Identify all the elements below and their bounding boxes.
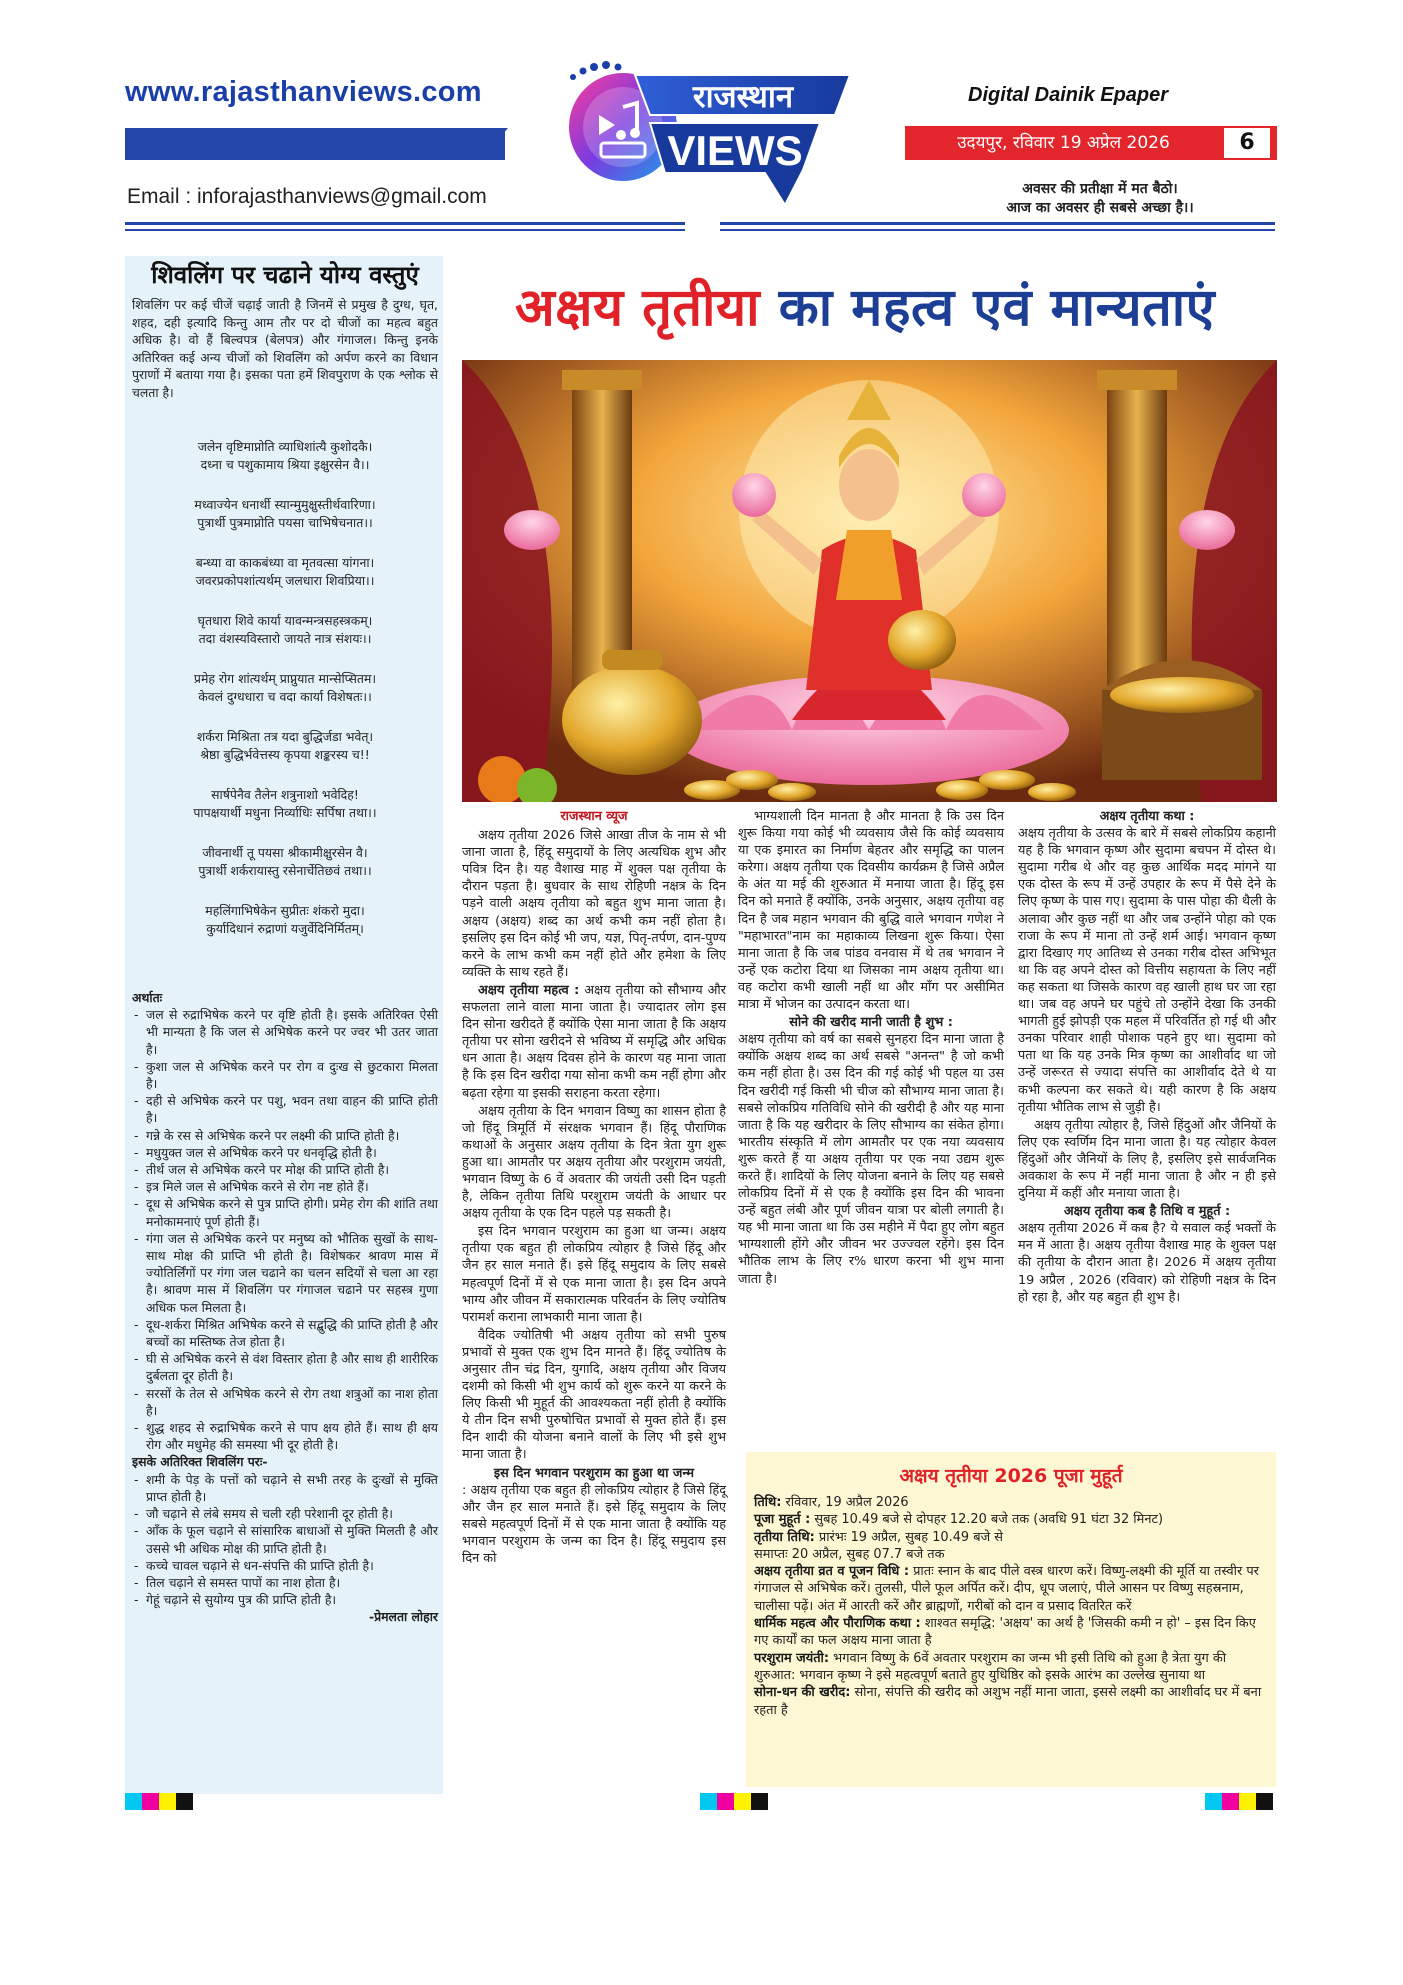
- paragraph-text: वैदिक ज्योतिषी भी अक्षय तृतीया को सभी पुरुष प्रभावों से मुक्त एक शुभ दिन मानते हैं। हिंदू ज्योतिष के अनुसार तीन चंद्र दिन, युगादि, अक्षय तृतीया और विजय दशमी को किसी भी शुभ कार्य को शुरू करने या करने के लिए किसी भी मुहूर्त की आवश्यकता नहीं होती है क्योंकि ये तीन दिन सभी पुरुषोचित प्रभावों से मुक्त होते हैं। इस दिन शादी की योजना बनाने वालों के लिए भी इसे शुभ माना जाता है।: [462, 1327, 726, 1463]
- rajasthan-views-logo: [565, 55, 865, 235]
- sloka-line: महलिंगाभिषेकेन सुप्रीतः शंकरो मुदा।: [205, 903, 365, 918]
- muhurat-row: [754, 1615, 1270, 1650]
- paragraph-text: अक्षय तृतीया 2026 में कब है? ये सवाल कई भक्तों के मन में आता है। अक्षय तृतीया वैशाख माह के शुक्ल पक्ष की तृतीया के दौरान आता है। 2026 में अक्षय तृतीया 19 अप्रैल , 2026 (रविवार) को रोहिणी नक्षत्र के दिन हो रहा है, और यह बहुत ही शुभ है।: [1018, 1221, 1276, 1305]
- article-column-2: [738, 808, 1004, 1289]
- article-byline: राजस्थान व्यूज: [560, 809, 628, 824]
- logo-text-views: VIEWS: [667, 127, 803, 174]
- muhurat-row: [754, 1650, 1270, 1685]
- headline-part-red: अक्षय तृतीया: [515, 278, 761, 338]
- muhurat-value: सोना, संपत्ति की खरीद को अशुभ नहीं माना जाता, इससे लक्ष्मी का आशीर्वाद घर में बना रहता है: [754, 1685, 1262, 1718]
- sloka-line: बन्ध्या वा काकबंध्या वा मृतवत्सा यांगना।: [195, 555, 375, 570]
- muhurat-key: पूजा मुहूर्त :: [754, 1512, 811, 1528]
- main-headline: [455, 270, 1275, 341]
- article-paragraph: [738, 808, 1004, 1013]
- muhurat-row: [754, 1684, 1270, 1719]
- muhurat-key: सोना-धन की खरीद:: [754, 1685, 851, 1701]
- registration-swatch-cyan: [700, 1793, 717, 1810]
- meaning-item: - गन्ने के रस से अभिषेक करने पर लक्ष्मी की प्राप्ति होती है।: [132, 1127, 438, 1144]
- paragraph-text: अक्षय तृतीया 2026 जिसे आखा तीज के नाम से भी जाना जाता है, हिंदू समुदायों के लिए अत्यधिक शुभ और पवित्र दिन है। यह वैशाख माह में शुक्ल पक्ष तृतीया के दौरान पड़ता है। बुधवार के साथ रोहिणी नक्षत्र के दिन पड़ने वाली अक्षय तृतीया को बहुत शुभ माना जाता है। अक्षय (अक्षय) शब्द का अर्थ कभी कम नहीं होता है। इसलिए इस दिन कोई भी जप, यज्ञ, पितृ-तर्पण, दान-पुण्य करने के लाभ कभी कम नहीं होते और हमेशा के लिए व्यक्ति के साथ रहते हैं।: [462, 828, 726, 980]
- sloka-verse: [132, 554, 438, 590]
- sloka-verse: [132, 496, 438, 532]
- sloka-line: पुत्रार्थी पुत्रमाप्नोति पयसा चाभिषेचनात।।: [197, 515, 373, 530]
- article-paragraph: [738, 1014, 1004, 1288]
- meaning-item: - कुशा जल से अभिषेक करने पर रोग व दुःख से छुटकारा मिलता है।: [132, 1058, 438, 1092]
- page-number: 6: [1222, 126, 1272, 160]
- extra-item: - जौ चढ़ाने से लंबे समय से चली रही परेशानी दूर होती है।: [132, 1505, 438, 1522]
- muhurat-value: भगवान विष्णु के 6वें अवतार परशुराम का जन्म भी इसी तिथि को हुआ है त्रेता युग की शुरुआत: भगवान कृष्ण ने इसे महत्वपूर्ण बताते हुए युधिष्ठिर को इसके आरंभ का उल्लेख सुनाया था: [754, 1650, 1227, 1683]
- registration-swatch-black: [751, 1793, 768, 1810]
- sloka-line: जीवनार्थी तू पयसा श्रीकामीक्षुरसेन वै।: [202, 845, 368, 860]
- muhurat-value: प्रारंभः 19 अप्रैल, सुबह 10.49 बजे से: [814, 1529, 1003, 1545]
- sidebar-intro: शिवलिंग पर कई चीजें चढ़ाई जाती है जिनमें से प्रमुख है दुग्ध, घृत, शहद, दही इत्यादि किन्तु आम तौर पर दो चीजों का महत्व बहुत अधिक है। वो हैं बिल्वपत्र (बेलपत्र) और गंगाजल। किन्तु इनके अतिरिक्त कई अन्य चीजों को शिवलिंग को अर्पण करने का विधान पुराणों में बताया गया है। इसका पता हमें शिवपुराण के एक श्लोक से चलता है।: [132, 297, 438, 400]
- headline-part-blue: का महत्व एवं मान्यताएं: [778, 278, 1215, 338]
- registration-swatch-yellow: [1239, 1793, 1256, 1810]
- sloka-line: जलेन वृष्टिमाप्नोति व्याधिशांत्यै कुशोदकै।: [197, 439, 373, 454]
- sloka-verse: [132, 728, 438, 764]
- meaning-heading: अर्थातः: [132, 990, 163, 1005]
- meaning-item: - घी से अभिषेक करने से वंश विस्तार होता है और साथ ही शारीरिक दुर्बलता दूर होती है।: [132, 1350, 438, 1384]
- article-paragraph: [462, 1223, 726, 1326]
- muhurat-row: [754, 1563, 1270, 1615]
- muhurat-value: सुबह 10.49 बजे से दोपहर 12.20 बजे तक (अवधि 91 घंटा 32 मिनट): [810, 1512, 1163, 1528]
- sloka-line: तदा वंशस्यविस्तारो जायते नात्र संशयः।।: [198, 631, 372, 646]
- paragraph-text: अक्षय तृतीया के उत्सव के बारे में सबसे लोकप्रिय कहानी यह है कि भगवान कृष्ण और सुदामा बचपन में दोस्त थे। सुदामा गरीब थे और वह कुछ आर्थिक मदद मांगने या एक दोस्त के रूप में उन्हें उपहार के रूप में पैसे देने के लिए कृष्ण के पास गए। सुदामा के पास पोहा की थैली के अलावा और कुछ नहीं था और जब उन्होंने पोहा को एक राजा के रूप में माना तो उन्हें शर्म आई। भगवान कृष्ण द्वारा दिखाए गए आतिथ्य से उनका गरीब दोस्त अभिभूत था कि वह अपने दोस्त को वित्तीय सहायता के लिए नहीं कह सकता था जिसके कारण वह खाली हाथ घर जा रहा था। जब वह अपने घर पहुंचे तो उन्होंने देखा कि उनकी भागती हुई झोपड़ी एक महल में परिवर्तित हो गई थी और उनका परिवार शाही पोशाक पहने हुए था। सुदामा को पता था कि यह उनके मित्र कृष्ण का आशीर्वाद था जो उन्हें जरूरत से ज्यादा संपत्ति का आशीर्वाद देते थे या कभी कल्पना कर सकते थे। यही कारण है कि अक्षय तृतीया भौतिक लाभ से जुड़ी है।: [1018, 826, 1276, 1115]
- registration-swatch-cyan: [125, 1793, 142, 1810]
- article-paragraph: [462, 1103, 726, 1223]
- quote-line-1: अवसर की प्रतीक्षा में मत बैठो।: [1022, 181, 1178, 197]
- paragraph-text: अक्षय तृतीया त्योहार है, जिसे हिंदुओं और जैनियों के लिए एक स्वर्णिम दिन माना जाता है। यह त्योहार केवल हिंदुओं और जैनियों के लिए है, इसलिए इसे सार्वजनिक अवकाश के रूप में नहीं माना जाता है और न ही इसे दुनिया में कहीं और मनाया जाता है।: [1018, 1117, 1276, 1202]
- extra-item: - आँक के फूल चढ़ाने से सांसारिक बाधाओं से मुक्ति मिलती है और उससे भी अधिक मोक्ष की प्राप्ति होती है।: [132, 1522, 438, 1556]
- paragraph-subheading: इस दिन भगवान परशुराम का हुआ था जन्म: [493, 1465, 695, 1481]
- sloka-line: प्रमेह रोग शांत्यर्थम् प्राप्नुयात मान्सेप्सितम।: [193, 671, 377, 686]
- muhurat-key: तृतीया तिथि:: [754, 1529, 815, 1545]
- paragraph-text: अक्षय तृतीया को सौभाग्य और सफलता लाने वाला माना जाता है। ज्यादातर लोग इस दिन सोना खरीदते हैं क्योंकि ऐसा माना जाता है कि अक्षय तृतीया पर सोना खरीदने से भविष्य में समृद्धि और अधिक धन आता है। अक्षय दिवस होने के कारण यह माना जाता है कि इस दिन खरीदा गया सोना कभी कम नहीं होगा और बढ़ता रहेगा या इसकी सराहना करता रहेगा।: [462, 982, 726, 1101]
- paragraph-text: अक्षय तृतीया के दिन भगवान विष्णु का शासन होता है जो हिंदू त्रिमूर्ति में संरक्षक भगवान हैं। हिंदू पौराणिक कथाओं के अनुसार अक्षय तृतीया के दिन त्रेता युग शुरू हुआ था। आमतौर पर अक्षय तृतीया और परशुराम जयंती, भगवान विष्णु के 6 वें अवतार की जयंती उसी दिन पड़ती है, लेकिन तृतीया तिथि परशुराम जयंती के आधार पर अक्षय तृतीया के एक दिन पहले पड़ सकती है।: [462, 1103, 726, 1222]
- muhurat-value: समाप्तः 20 अप्रैल, सुबह 07.7 बजे तक: [754, 1546, 945, 1562]
- paragraph-text: अक्षय तृतीया को वर्ष का सबसे सुनहरा दिन माना जाता है क्योंकि अक्षय शब्द का अर्थ सबसे "अनन्त" है जो कभी कम नहीं होता है। उस दिन की गई कोई भी पहल या उस दिन खरीदी गई किसी भी चीज को सौभाग्य माना जाता है। सबसे लोकप्रिय गतिविधि सोने की खरीदी है और यह माना जाता है कि यह खरीदार के लिए सौभाग्य का संकेत होगा। भारतीय संस्कृति में लोग आमतौर पर एक नया व्यवसाय शुरू करते हैं या अक्षय तृतीया पर एक नया उद्यम शुरू करते हैं। शादियों के लिए योजना बनाने के लिए यह सबसे लोकप्रिय दिनों में से एक है क्योंकि इस दिन की भावना उन्हें बहुत लंबी और पूर्ण जीवन यात्रा पर बोली लगाती है। यह भी माना जाता था कि उस महीने में पैदा हुए लोग बहुत भाग्यशाली होंगे और जीवन भर उज्ज्वल रहेंगे। इस दिन भौतिक लाभ के लिए र% धारण करना भी शुभ माना जाता है।: [738, 1032, 1004, 1287]
- muhurat-row: [754, 1546, 1270, 1563]
- sloka-line: घृतधारा शिवे कार्या यावन्मन्त्रसहस्त्रकम्।: [197, 613, 373, 628]
- meaning-item: - मधुयुक्त जल से अभिषेक करने पर धनवृद्धि होती है।: [132, 1144, 438, 1161]
- sloka-verse: [132, 786, 438, 822]
- article-paragraph: [1018, 808, 1276, 1116]
- sloka-verse: [132, 438, 438, 474]
- registration-swatch-yellow: [159, 1793, 176, 1810]
- meaning-item: - जल से रुद्राभिषेक करने पर वृष्टि होती है। इसके अतिरिक्त ऐसी भी मान्यता है कि जल से अभिषेक करने पर ज्वर भी उतर जाता है।: [132, 1006, 438, 1058]
- sloka-line: केवलं दुग्धधारा च वदा कार्या विशेषतः।।: [198, 689, 372, 704]
- goddess-lakshmi-illustration: [462, 360, 1277, 802]
- paragraph-text: भाग्यशाली दिन मानता है और मानता है कि उस दिन शुरू किया गया कोई भी व्यवसाय जैसे कि कोई व्यवसाय या एक इमारत का निर्माण बेहतर और समृद्धि का पालन करेगा। अक्षय तृतीया एक दिवसीय कार्यक्रम है जिसे अप्रैल के अंत या मई की शुरुआत में मनाया जाता है। हिंदू इस दिन को मनाते हैं क्योंकि, उनके अनुसार, अक्षय तृतीया वह दिन है जब महान भगवान की बुद्धि वाले भगवान गणेश ने "महाभारत"नाम का महाकाव्य लिखना शुरू किया। ऐसा माना जाता है कि जब पांडव वनवास में थे तब भगवान ने उन्हें एक कटोरा दिया था जिसका नाम अक्षय तृतीया था। वह कटोरा कभी खाली नहीं था और माँग पर असीमित मात्रा में भोजन का उत्पादन करता था।: [738, 809, 1004, 1013]
- muhurat-value: शाश्वत समृद्धि: 'अक्षय' का अर्थ है 'जिसकी कमी न हो' – इस दिन किए गए कार्यों का फल अक्षय माना जाता है: [754, 1616, 1256, 1649]
- meaning-item: - दूध-शर्करा मिश्रित अभिषेक करने से सद्बुद्धि की प्राप्ति होती है और बच्चों का मस्तिष्क तेज होता है।: [132, 1316, 438, 1350]
- sloka-line: कुर्यादिधानं रुद्राणां यजुर्वेदिनिर्मितम्।: [206, 921, 364, 936]
- sloka-line: सार्षपेनैव तैलेन शत्रुनाशो भवेदिह!: [211, 787, 359, 802]
- sloka-line: मध्वाज्येन धनार्थी स्यान्मुमुक्षुस्तीर्थवारिणा।: [194, 497, 376, 512]
- meaning-item: - सरसों के तेल से अभिषेक करने से रोग तथा शत्रुओं का नाश होता है।: [132, 1385, 438, 1419]
- meaning-item: - शुद्ध शहद से रुद्राभिषेक करने से पाप क्षय होते हैं। साथ ही क्षय रोग और मधुमेह की समस्या भी दूर होती है।: [132, 1419, 438, 1453]
- sloka-verse: [132, 844, 438, 880]
- registration-swatch-cyan: [1205, 1793, 1222, 1810]
- meaning-item: - गंगा जल से अभिषेक करने पर मनुष्य को भौतिक सुखों के साथ-साथ मोक्ष की प्राप्ति भी होती है। विशेषकर श्रावण मास में ज्योतिर्लिंगों पर गंगा जल चढाने का चलन सदियों से चला आ रहा है। श्रावण मास में शिवलिंग पर गंगाजल चढाने पर सहस्त्र गुणा अधिक फल मिलता है।: [132, 1230, 438, 1316]
- extra-item: - शमी के पेड़ के पत्तों को चढ़ाने से सभी तरह के दुःखों से मुक्ति प्राप्त होती है।: [132, 1471, 438, 1505]
- muhurat-details: [754, 1494, 1270, 1719]
- muhurat-key: तिथि:: [754, 1495, 782, 1510]
- sidebar-meaning-list: [132, 989, 438, 1626]
- article-paragraph: [462, 827, 726, 981]
- sloka-line: जवरप्रकोपशांत्यर्थम् जलधारा शिवप्रिया।।: [195, 573, 375, 588]
- epaper-label: Digital Dainik Epaper: [968, 84, 1169, 106]
- registration-swatch-black: [1256, 1793, 1273, 1810]
- muhurat-key: परशुराम जयंती:: [754, 1650, 830, 1666]
- sloka-verse: [132, 670, 438, 706]
- article-paragraph: [462, 1327, 726, 1464]
- article-paragraph: [1018, 1203, 1276, 1306]
- masthead-blue-bar-tip: [480, 128, 508, 160]
- article-paragraph: [462, 982, 726, 1102]
- paragraph-text: इस दिन भगवान परशुराम का हुआ था जन्म। अक्षय तृतीया एक बहुत ही लोकप्रिय त्योहार है जिसे हिंदू और जैन हर साल मनाते हैं। इसे हिंदू समुदाय के लिए सबसे महत्वपूर्ण दिनों में से एक माना जाता है। इस दिन अपने भाग्य और जीवन में सकारात्मक परिवर्तन के लिए ज्योतिष परामर्श कराना लाभकारी माना जाता है।: [462, 1224, 726, 1325]
- registration-swatch-magenta: [1222, 1793, 1239, 1810]
- masthead-blue-bar: [125, 128, 505, 160]
- meaning-item: - इत्र मिले जल से अभिषेक करने से रोग नष्ट होते हैं।: [132, 1178, 438, 1195]
- sloka-line: पापक्षयार्थी मधुना निर्व्याधिः सर्पिषा तथा।।: [193, 805, 377, 820]
- muhurat-row: [754, 1494, 1270, 1511]
- article-paragraph: [1018, 1117, 1276, 1202]
- sloka-verse: [132, 612, 438, 648]
- registration-swatch-magenta: [142, 1793, 159, 1810]
- muhurat-key: अक्षय तृतीया व्रत व पूजन विधि :: [754, 1564, 909, 1580]
- meaning-item: - तीर्थ जल से अभिषेक करने पर मोक्ष की प्राप्ति होती है।: [132, 1161, 438, 1178]
- muhurat-key: धार्मिक महत्व और पौराणिक कथा :: [754, 1616, 921, 1632]
- muhurat-value: प्रातः स्नान के बाद पीले वस्त्र धारण करें। विष्णु-लक्ष्मी की मूर्ति या तस्वीर पर गंगाजल से अभिषेक करें। तुलसी, पीले फूल अर्पित करें। दीप, धूप जलाएं, पीले आसन पर विष्णु सहस्रनाम, चालीसा पढ़ें। अंत में आरती करें और ब्राह्मणों, गरीबों को दान व प्रसाद वितरित करें: [754, 1564, 1259, 1614]
- edition-date: उदयपुर, रविवार 19 अप्रेल 2026: [905, 126, 1222, 160]
- article-author: -प्रेमलता लोहार: [368, 1609, 438, 1625]
- logo-text-rajasthan: राजस्थान: [692, 79, 794, 115]
- extra-item: - गेहूं चढ़ाने से सुयोग्य पुत्र की प्राप्ति होती है।: [132, 1591, 438, 1608]
- paragraph-subheading: अक्षय तृतीया कथा :: [1099, 809, 1195, 824]
- sloka-line: श्रेष्ठा बुद्धिर्भवेत्तस्य कृपया शङ्करस्य च!!: [200, 747, 370, 762]
- article-column-1: [462, 808, 726, 1568]
- paragraph-text: : अक्षय तृतीया एक बहुत ही लोकप्रिय त्योहार है जिसे हिंदू और जैन हर साल मनाते हैं। इसे हिंदू समुदाय के लिए सबसे महत्वपूर्ण दिनों में से एक माना जाता है क्योंकि यह भगवान परशुराम के जन्म का दिन है। हिंदू समुदाय इस दिन को: [462, 1482, 726, 1567]
- registration-swatch-black: [176, 1793, 193, 1810]
- contact-email[interactable]: Email : inforajasthanviews@gmail.com: [127, 185, 487, 208]
- article-column-3: [1018, 808, 1276, 1307]
- extra-item: - तिल चढ़ाने से समस्त पापों का नाश होता है।: [132, 1574, 438, 1591]
- registration-swatch-magenta: [717, 1793, 734, 1810]
- muhurat-title: अक्षय तृतीया 2026 पूजा मुहूर्त: [899, 1465, 1123, 1487]
- muhurat-row: [754, 1529, 1270, 1546]
- meaning-item: - दही से अभिषेक करने पर पशु, भवन तथा वाहन की प्राप्ति होती है।: [132, 1092, 438, 1126]
- sidebar-title: शिवलिंग पर चढाने योग्य वस्तुएं: [151, 261, 419, 289]
- paragraph-subheading: अक्षय तृतीया महत्व :: [478, 982, 580, 998]
- date-bar-end: [1272, 126, 1277, 160]
- extra-item: - कच्चे चावल चढ़ाने से धन-संपत्ति की प्राप्ति होती है।: [132, 1557, 438, 1574]
- sloka-line: पुत्रार्थी शर्करायास्तु रसेनार्चेतिछवं तथा।।: [198, 863, 372, 878]
- paragraph-subheading: सोने की खरीद मानी जाती है शुभ :: [789, 1015, 953, 1031]
- registration-swatch-yellow: [734, 1793, 751, 1810]
- article-paragraph: [462, 1465, 726, 1568]
- site-url[interactable]: www.rajasthanviews.com: [125, 76, 482, 108]
- muhurat-row: [754, 1511, 1270, 1528]
- sloka-line: दध्ना च पशुकामाय श्रिया इक्षुरसेन वै।।: [200, 457, 370, 472]
- quote-line-2: आज का अवसर ही सबसे अच्छा है।।: [1006, 200, 1194, 216]
- sloka-line: शर्करा मिश्रिता तत्र यदा बुद्धिर्जडा भवेत्।: [196, 729, 374, 744]
- meaning-item: - दूध से अभिषेक करने से पुत्र प्राप्ति होगी। प्रमेह रोग की शांति तथा मनोकामनाएं पूर्ण होती हैं।: [132, 1195, 438, 1229]
- masthead-quote: [940, 180, 1260, 218]
- sloka-verse: [132, 902, 438, 938]
- extra-heading: इसके अतिरिक्त शिवलिंग परः-: [132, 1454, 268, 1470]
- paragraph-subheading: अक्षय तृतीया कब है तिथि व मुहूर्त :: [1063, 1204, 1231, 1220]
- muhurat-value: रविवार, 19 अप्रैल 2026: [781, 1495, 909, 1510]
